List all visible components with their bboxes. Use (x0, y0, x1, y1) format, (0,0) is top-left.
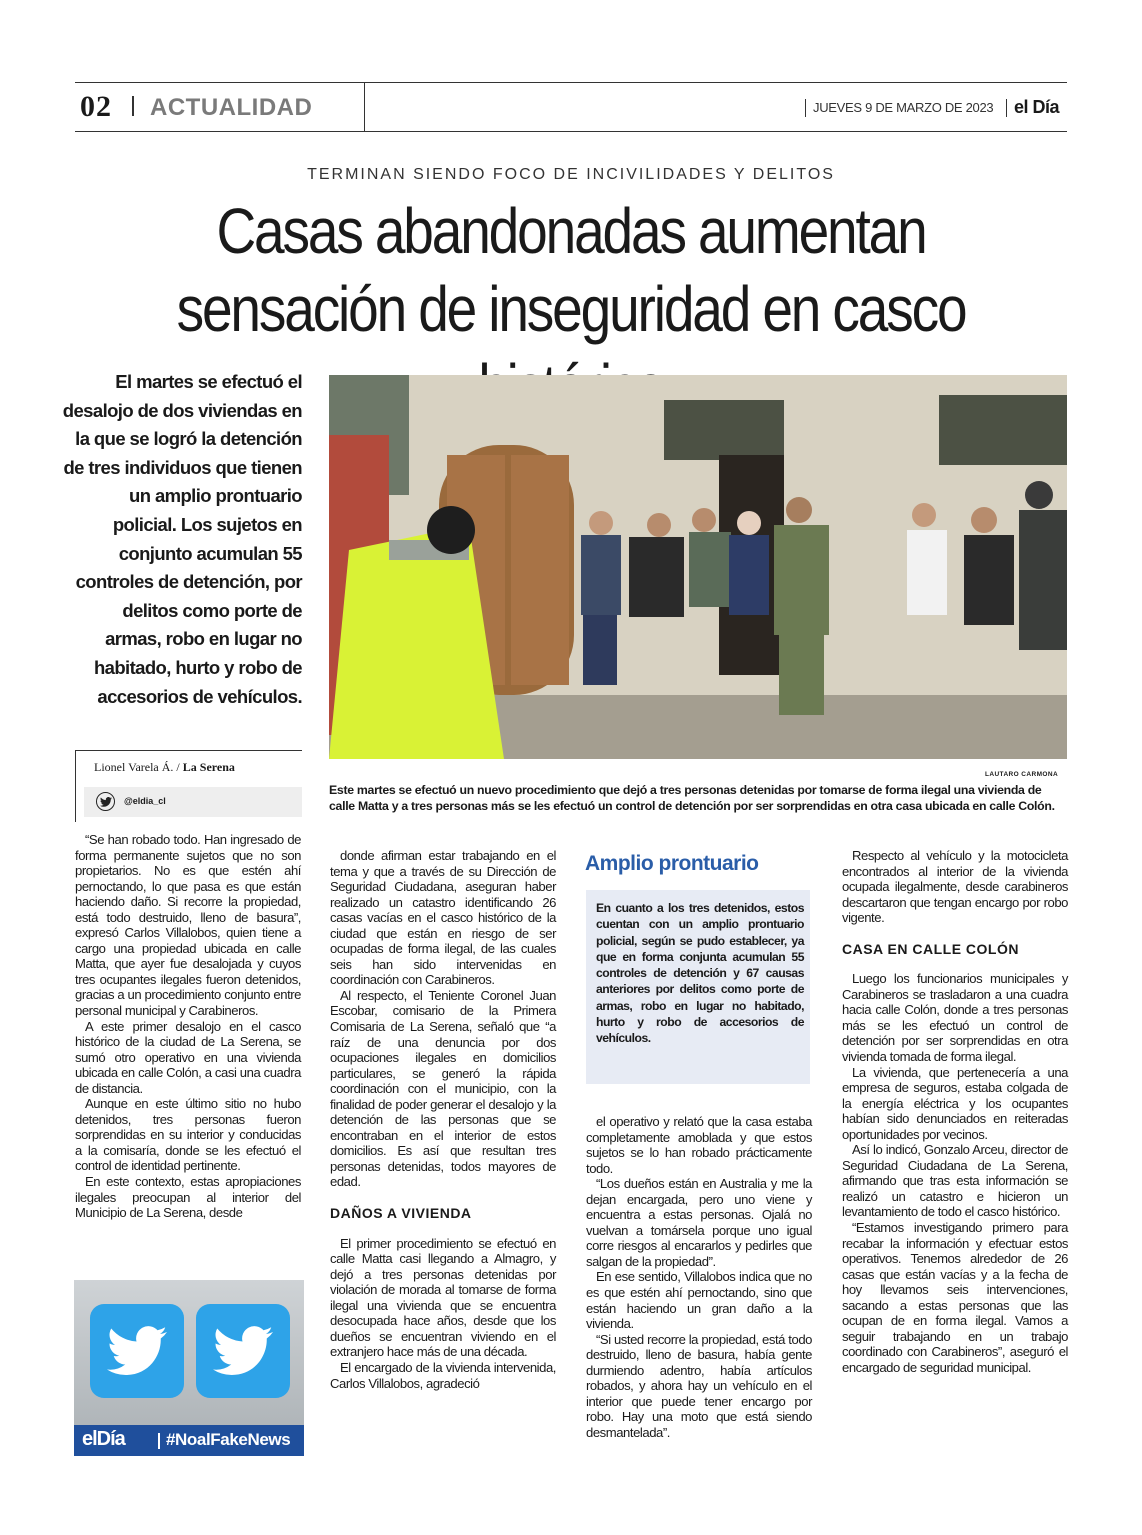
promo-separator (158, 1433, 160, 1449)
paragraph: donde afirman estar trabajando en el tema y que a través de su Dirección de Seguridad Ciudadana, aseguran haber realizado un catastro identificando 26 casas vacías en el casco histórico de la ciudad que están en riesgo de ser ocupadas de forma ilegal, de las cuales seis han sido intervenidas en coordinación con Carabineros. (330, 848, 556, 988)
article-photo (329, 375, 1067, 759)
header-bottom-rule (75, 131, 1067, 132)
paragraph: “Si usted recorre la propiedad, está todo destruido, lleno de basura, había gente durmiendo adentro, había artículos robados, y ahora hay un vehículo en el interior que puede tener encargo por robo. Hay una moto que está siendo desmantelada”. (586, 1331, 812, 1440)
page-number: 02 (80, 90, 112, 123)
photo-credit: LAUTARO CARMONA (985, 771, 1059, 778)
body-column-1 (75, 832, 301, 1221)
author-name: Lionel Varela Á. (94, 760, 174, 774)
social-handle-bar (84, 787, 302, 817)
byline-box (75, 750, 301, 822)
social-handle: @eldia_cl (124, 796, 166, 806)
paragraph: En ese sentido, Villalobos indica que no es que estén ahí pernoctando, sino que están haciendo un gran daño a la vivienda. (586, 1269, 812, 1332)
subhead-danos: DAÑOS A VIVIENDA (330, 1205, 472, 1222)
header-divider (364, 82, 365, 132)
promo-footer-bar (74, 1425, 304, 1456)
body-column-3 (586, 1114, 812, 1440)
paragraph: En este contexto, estas apropiaciones ilegales preocupan al interior del Municipio de La Serena, desde (75, 1174, 301, 1221)
paragraph: El encargado de la vivienda intervenida, Carlos Villalobos, agradeció (330, 1359, 556, 1391)
paragraph: el operativo y relató que la casa estaba completamente amoblada y que estos sujetos se lo han robado prácticamente todo. (586, 1114, 812, 1176)
section-separator (132, 96, 134, 116)
paragraph: A este primer desalojo en el casco histórico de la ciudad de La Serena, se sumó otro operativo en una vivienda ubicada en calle Colón, a casi una cuadra de distancia. (75, 1018, 301, 1096)
newspaper-brand: el Día (1014, 97, 1060, 117)
paragraph: Aunque en este último sitio no hubo detenidos, tres personas fueron sorprendidas en su interior y conducidas a la comisaría, donde se les efectuó el control de identidad pertinente. (75, 1096, 301, 1174)
paragraph: Respecto al vehículo y la motocicleta encontrados al interior de la vivienda ocupada ilegalmente, desde carabineros descartaron que tengan encargo por robo vigente. (842, 848, 1068, 926)
section-name: ACTUALIDAD (150, 94, 313, 121)
author-location: La Serena (182, 760, 235, 774)
photo-caption: Este martes se efectuó un nuevo procedimiento que dejó a tres personas detenidas por tomarse de forma ilegal una vivienda de calle Matta y a tres personas más se les efectuó un control de detención por ser sorprendidas en otra casa ubicada en calle Colón. (329, 783, 1055, 813)
body-column-4 (842, 848, 1068, 1376)
promo-brand: elDía (82, 1428, 125, 1450)
article-kicker: TERMINAN SIENDO FOCO DE INCIVILIDADES Y DELITOS (307, 166, 835, 183)
article-lead: El martes se efectuó el desalojo de dos viviendas en la que se logró la detención de tres individuos que tienen un amplio prontuario policial. Los sujetos en conjunto acumulan 55 controles de detención, por delitos como porte de armas, robo en lugar no habitado, hurto y robo de accesorios de vehículos. (62, 371, 302, 707)
body-column-4-part-2 (842, 971, 1068, 1375)
body-column-2-part-1 (330, 848, 556, 1190)
twitter-bird-icon (90, 1304, 184, 1398)
paragraph: “Los dueños están en Australia y me la dejan encargada, pero uno viene y encuentra a estas personas. Ojalá no vuelvan a tomársela porque uno igual corre riesgos al encararlos y pedirles que salgan de la propiedad”. (586, 1176, 812, 1269)
paragraph: Así lo indicó, Gonzalo Arceu, director de Seguridad Ciudadana de La Serena, afirmando que tras esta información se realizó un catastro e hicieron un levantamiento de todo el casco histórico. (842, 1142, 1068, 1220)
body-column-2-part-2 (330, 1236, 556, 1391)
article-headline: Casas abandonadas aumentan sensación de inseguridad en casco (176, 195, 966, 345)
photo-illustration (329, 375, 1067, 759)
paragraph: Luego los funcionarios municipales y Carabineros se trasladaron a una cuadra hacia calle Colón, donde a tres personas más se les efectuó un control de detención por ser sorprendidas en otra vivienda tomada de forma ilegal. (842, 971, 1068, 1065)
paragraph: “Se han robado todo. Han ingresado de forma permanente sujetos que no son propietarios. No es que estén ahí pernoctando, lo que pasa es que están haciendo daño. Si recorre la propiedad, está todo destruido, lleno de basura”, expresó Carlos Villalobos, quien tiene a cargo una propiedad ubicada en calle Matta, que ayer fue desalojada y cuyos tres ocupantes ilegales fueron detenidos, gracias a un procedimiento conjunto entre personal municipal y Carabineros. (75, 832, 301, 1019)
body-column-2 (330, 848, 556, 1391)
paragraph: La vivienda, que pertenecería a una empresa de seguros, estaba colgada de la energía eléctrica y los ocupantes habían sido denunciados en reiteradas oportunidades por vecinos. (842, 1064, 1068, 1142)
paragraph: El primer procedimiento se efectuó en calle Matta casi llegando a Almagro, y dejó a tres personas detenidas por violación de morada al tomarse de forma ilegal una vivienda que se encuentra desocupada hace años, desde que los dueños se encuentran viviendo en el extranjero hace más de una década. (330, 1235, 556, 1360)
paragraph: Al respecto, el Teniente Coronel Juan Escobar, comisario de la Primera Comisaria de La Serena, señaló que “a raíz de una denuncia por dos ocupaciones ilegales en domicilios particulares, se generó la rápida coordinación con el municipio, con la finalidad de poder generar el desalojo y la detención de las personas que se encontraban en el interior de estos domicilios. Es así que resultan tres personas detenidas, todos mayores de edad. (330, 987, 556, 1190)
sidebar-box-text: En cuanto a los tres detenidos, estos cuentan con un amplio prontuario policial, según se pudo establecer, ya que en forma conjunta acumulan 55 controles de detención y 67 causas anteriores por delitos como porte de armas, robo en lugar no habitado, hurto y robo de accesorios de vehículos. (596, 901, 804, 1046)
header-top-rule (75, 82, 1067, 83)
byline: Lionel Varela Á. / La Serena (94, 760, 235, 774)
paragraph: “Estamos investigando primero para recabar la información y efectuar estos operativos. Tenemos alrededor de 26 casas que están vacías y a la fecha de hoy llevamos seis intervenciones, sacando a estas personas que las ocupan de en forma ilegal. Vamos a seguir trabajando en un trabajo coordinado con Carabineros”, aseguró el encargado de seguridad municipal. (842, 1220, 1068, 1375)
byline-rule (76, 750, 302, 751)
subhead-casa-colon: CASA EN CALLE COLÓN (842, 940, 1019, 957)
date-separator (805, 99, 806, 117)
twitter-icon (96, 792, 115, 811)
sidebar-box-title: Amplio prontuario (585, 852, 759, 875)
issue-date: JUEVES 9 DE MARZO DE 2023 (813, 100, 994, 115)
twitter-bird-icon (196, 1304, 290, 1398)
brand-separator (1006, 99, 1007, 117)
promo-hashtag[interactable]: #NoalFakeNews (166, 1430, 291, 1449)
body-column-4-part-1 (842, 848, 1068, 926)
